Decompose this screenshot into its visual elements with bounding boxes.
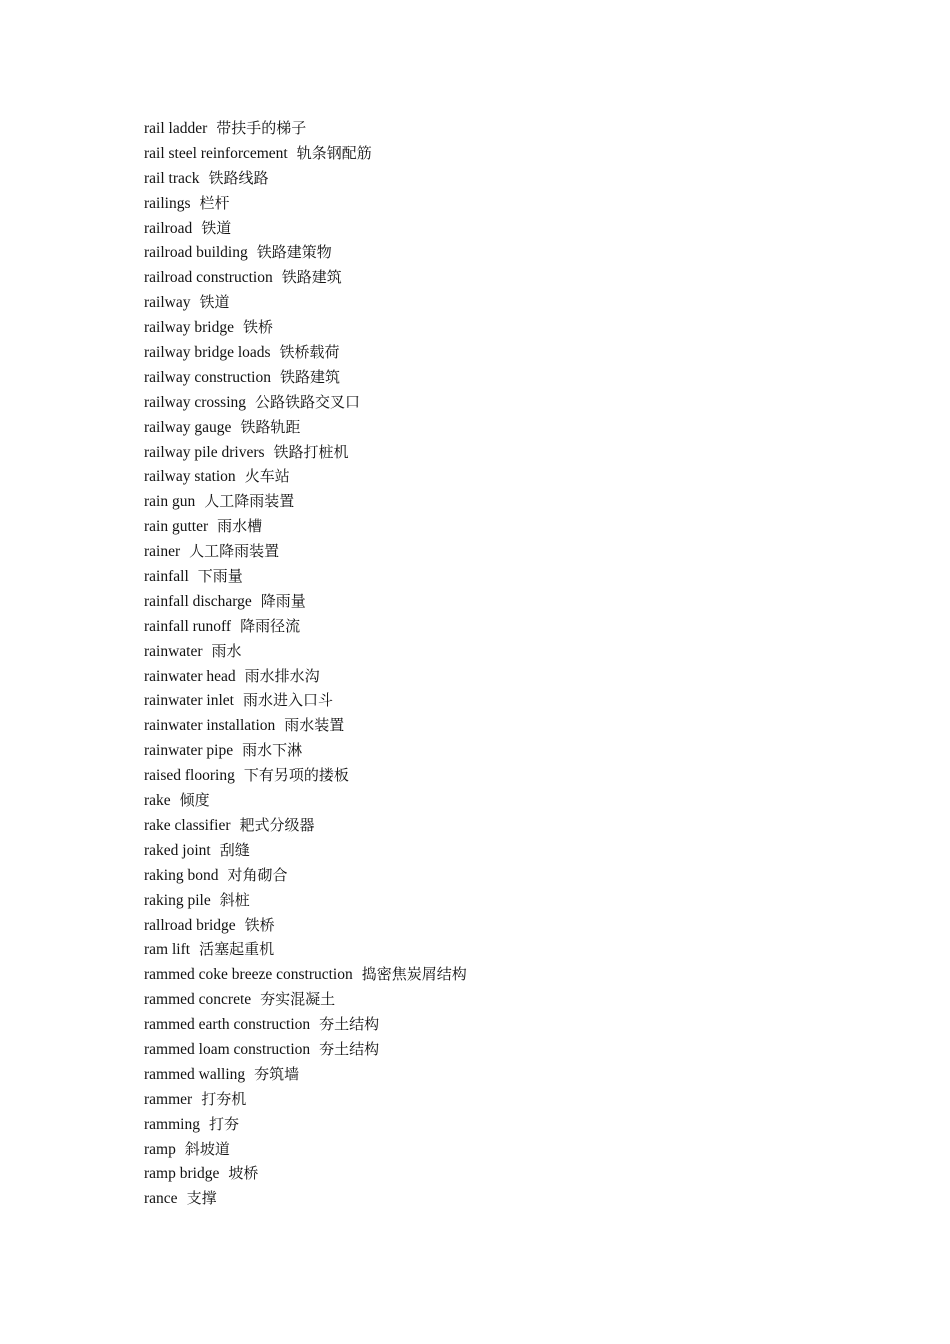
entry-term: railway bridge [144, 319, 234, 337]
entry-translation: 打夯机 [201, 1089, 247, 1108]
entry-term: raked joint [144, 841, 211, 859]
glossary-entry [144, 962, 467, 987]
entry-translation: 带扶手的梯子 [216, 119, 307, 137]
entry-term: rain gutter [144, 518, 209, 536]
glossary-entry [144, 440, 467, 465]
entry-translation: 雨水槽 [217, 517, 263, 536]
entry-term: railway pile drivers [144, 443, 265, 461]
entry-translation: 斜桩 [219, 890, 250, 909]
entry-translation: 雨水 [211, 641, 242, 660]
glossary-entry [144, 315, 467, 340]
entry-term: rake classifier [144, 816, 231, 834]
glossary-entry [144, 863, 467, 888]
entry-translation: 铁路建筑 [281, 268, 342, 287]
entry-translation: 雨水装置 [284, 716, 345, 735]
glossary-entry [144, 713, 467, 738]
entry-translation: 倾度 [179, 791, 210, 810]
entry-translation: 人工降雨装置 [189, 542, 280, 561]
glossary-entry [144, 240, 467, 265]
glossary-entry [144, 738, 467, 763]
entry-translation: 铁桥 [242, 318, 273, 337]
entry-term: railway crossing [144, 393, 247, 411]
entry-term: railings [144, 194, 191, 212]
entry-translation: 铁路轨距 [240, 417, 301, 436]
entry-term: rainwater pipe [144, 742, 234, 760]
entry-translation: 降雨量 [260, 591, 306, 610]
entry-term: railroad building [144, 244, 248, 262]
glossary-entry [144, 489, 467, 514]
entry-term: rammed walling [144, 1065, 246, 1083]
entry-term: ramp bridge [144, 1165, 220, 1183]
entry-translation: 雨水下淋 [242, 741, 303, 760]
entry-translation: 刮缝 [219, 840, 250, 859]
entry-translation: 夯土结构 [319, 1039, 380, 1058]
entry-term: rammed earth construction [144, 1016, 311, 1034]
glossary-entry [144, 664, 467, 689]
glossary-entry [144, 564, 467, 589]
glossary-entry [144, 639, 467, 664]
entry-term: rance [144, 1190, 178, 1208]
glossary-entry [144, 589, 467, 614]
entry-term: rainfall runoff [144, 617, 232, 635]
entry-translation: 下雨量 [197, 567, 243, 586]
entry-term: raking bond [144, 866, 219, 884]
entry-term: rail ladder [144, 120, 208, 137]
glossary-entry [144, 464, 467, 489]
entry-translation: 夯实混凝土 [260, 990, 336, 1009]
entry-translation: 捣密焦炭屑结构 [361, 965, 467, 984]
glossary-entry [144, 539, 467, 564]
entry-term: railway gauge [144, 418, 232, 436]
glossary-entry [144, 1062, 467, 1087]
entry-translation: 夯土结构 [319, 1015, 380, 1034]
entry-term: rainwater [144, 642, 203, 660]
glossary-entry [144, 1137, 467, 1162]
entry-term: rake [144, 792, 171, 810]
glossary-entry [144, 763, 467, 788]
glossary-entry [144, 514, 467, 539]
glossary-entry [144, 1012, 467, 1037]
glossary-list [144, 116, 467, 1211]
entry-translation: 斜坡道 [184, 1139, 230, 1158]
glossary-entry [144, 1161, 467, 1186]
entry-term: rallroad bridge [144, 916, 236, 934]
glossary-entry [144, 365, 467, 390]
glossary-entry [144, 141, 467, 166]
entry-term: rail track [144, 169, 200, 187]
entry-translation: 铁道 [201, 218, 232, 237]
glossary-entry [144, 913, 467, 938]
entry-term: railway station [144, 468, 236, 486]
entry-term: railroad construction [144, 269, 273, 287]
entry-term: rammer [144, 1090, 193, 1108]
entry-translation: 降雨径流 [240, 616, 301, 635]
glossary-entry [144, 290, 467, 315]
entry-term: rainwater head [144, 667, 236, 685]
glossary-entry [144, 216, 467, 241]
glossary-entry [144, 888, 467, 913]
entry-translation: 夯筑墙 [254, 1064, 300, 1083]
entry-term: ramp [144, 1140, 176, 1158]
entry-translation: 坡桥 [228, 1164, 259, 1183]
entry-term: railway [144, 294, 191, 312]
entry-term: rammed loam construction [144, 1040, 311, 1058]
entry-term: rainer [144, 543, 181, 561]
glossary-entry [144, 265, 467, 290]
entry-translation: 铁路建策物 [256, 243, 332, 262]
entry-translation: 公路铁路交叉口 [255, 392, 361, 411]
glossary-entry [144, 1087, 467, 1112]
entry-term: ram lift [144, 941, 191, 959]
entry-translation: 雨水进入口斗 [242, 691, 333, 710]
entry-term: ramming [144, 1115, 200, 1133]
entry-translation: 支撑 [186, 1189, 217, 1208]
entry-translation: 耙式分级器 [239, 815, 315, 834]
entry-term: rain gun [144, 493, 196, 511]
entry-translation: 铁路打桩机 [273, 442, 349, 461]
glossary-entry [144, 614, 467, 639]
glossary-entry [144, 116, 467, 141]
glossary-entry [144, 987, 467, 1012]
entry-term: rainwater installation [144, 717, 276, 735]
entry-translation: 下有另项的搂板 [243, 766, 349, 785]
entry-translation: 铁桥 [244, 915, 275, 934]
entry-term: railway construction [144, 368, 271, 386]
entry-translation: 对角砌合 [227, 865, 288, 884]
entry-translation: 打夯 [208, 1114, 239, 1133]
entry-term: railway bridge loads [144, 344, 271, 362]
glossary-entry [144, 813, 467, 838]
entry-translation: 雨水排水沟 [244, 666, 320, 685]
entry-term: rainfall [144, 568, 189, 586]
entry-translation: 栏杆 [199, 193, 230, 212]
entry-translation: 铁桥载荷 [279, 343, 340, 362]
entry-translation: 活塞起重机 [199, 940, 275, 959]
entry-term: railroad [144, 219, 193, 237]
entry-translation: 火车站 [244, 467, 290, 486]
glossary-entry [144, 788, 467, 813]
entry-term: rainfall discharge [144, 592, 252, 610]
glossary-entry [144, 390, 467, 415]
entry-term: raised flooring [144, 767, 235, 785]
glossary-entry [144, 688, 467, 713]
glossary-entry [144, 166, 467, 191]
entry-translation: 人工降雨装置 [204, 492, 295, 511]
entry-term: rammed coke breeze construction [144, 966, 353, 984]
entry-term: raking pile [144, 891, 211, 909]
glossary-entry [144, 937, 467, 962]
entry-translation: 铁路建筑 [279, 367, 340, 386]
entry-term: rammed concrete [144, 991, 252, 1009]
entry-translation: 轨条钢配筋 [296, 143, 372, 162]
entry-translation: 铁道 [199, 293, 230, 312]
glossary-entry [144, 340, 467, 365]
glossary-entry [144, 838, 467, 863]
glossary-entry [144, 191, 467, 216]
entry-translation: 铁路线路 [208, 168, 269, 187]
entry-term: rainwater inlet [144, 692, 234, 710]
glossary-entry [144, 1112, 467, 1137]
entry-term: rail steel reinforcement [144, 144, 288, 162]
glossary-entry [144, 415, 467, 440]
glossary-entry [144, 1186, 467, 1211]
glossary-entry [144, 1037, 467, 1062]
